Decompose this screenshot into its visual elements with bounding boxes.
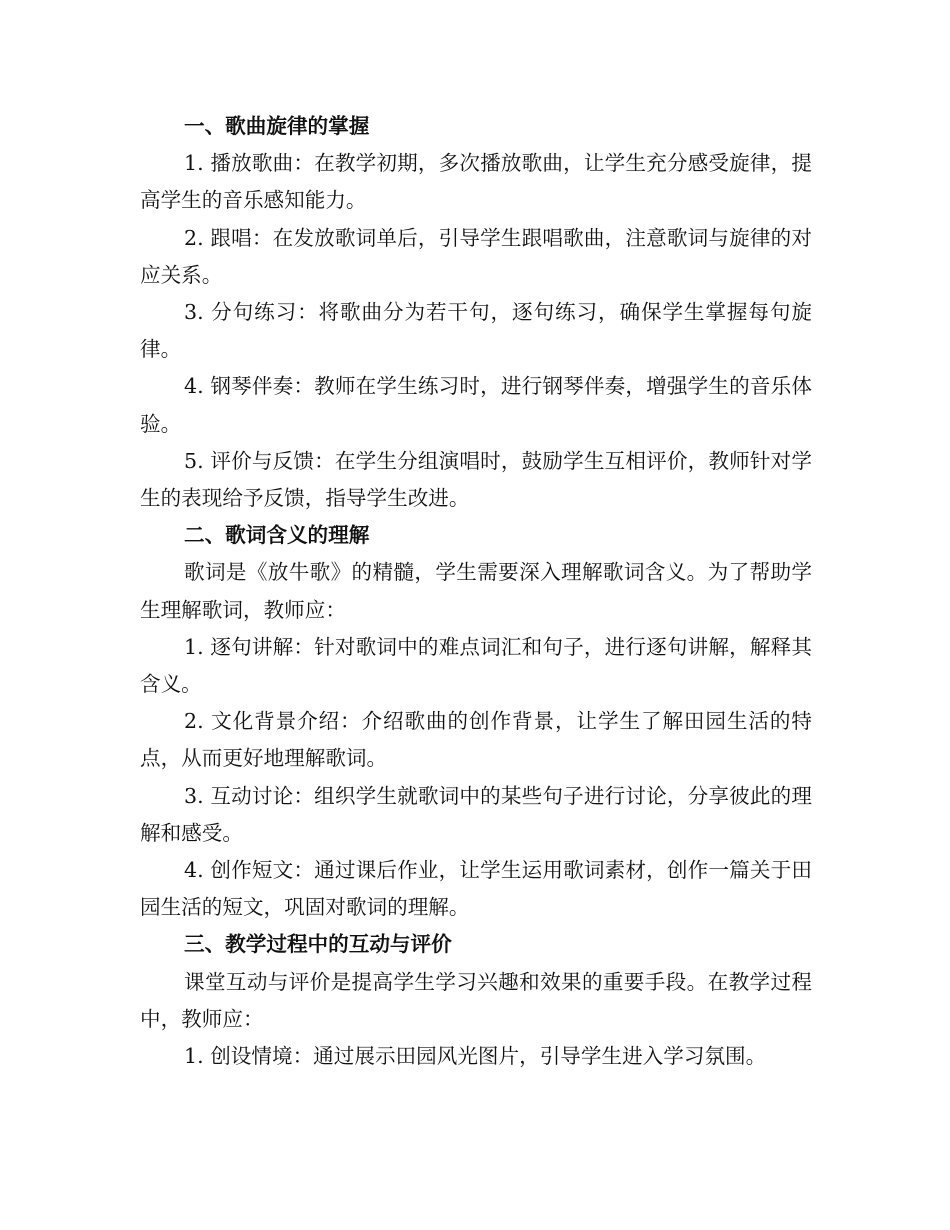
paragraph: 2. 跟唱：在发放歌词单后，引导学生跟唱歌曲，注意歌词与旋律的对应关系。 [140, 225, 812, 287]
section-heading: 三、教学过程中的互动与评价 [184, 932, 452, 957]
paragraph: 歌词是《放牛歌》的精髓，学生需要深入理解歌词含义。为了帮助学生理解歌词，教师应： [140, 560, 812, 622]
paragraph: 1. 逐句讲解：针对歌词中的难点词汇和句子，进行逐句讲解，解释其含义。 [140, 634, 812, 697]
paragraph: 2. 文化背景介绍：介绍歌曲的创作背景，让学生了解田园生活的特点，从而更好地理解歌词。 [140, 709, 812, 771]
paragraph: 课堂互动与评价是提高学生学习兴趣和效果的重要手段。在教学过程中，教师应： [140, 969, 812, 1031]
section-heading: 二、歌词含义的理解 [184, 523, 370, 548]
paragraph: 3. 分句练习：将歌曲分为若干句，逐句练习，确保学生掌握每句旋律。 [140, 300, 812, 362]
paragraph: 1. 播放歌曲：在教学初期，多次播放歌曲，让学生充分感受旋律，提高学生的音乐感知能力。 [140, 151, 812, 213]
section-heading: 一、歌曲旋律的掌握 [184, 114, 370, 138]
document-body [140, 108, 812, 1075]
paragraph: 3. 互动讨论：组织学生就歌词中的某些句子进行讨论，分享彼此的理解和感受。 [140, 783, 812, 845]
paragraph: 5. 评价与反馈：在学生分组演唱时，鼓励学生互相评价，教师针对学生的表现给予反馈，指导学生改进。 [140, 448, 812, 511]
paragraph: 4. 钢琴伴奏：教师在学生练习时，进行钢琴伴奏，增强学生的音乐体验。 [140, 374, 812, 436]
paragraph: 1. 创设情境：通过展示田园风光图片，引导学生进入学习氛围。 [184, 1044, 767, 1069]
paragraph: 4. 创作短文：通过课后作业，让学生运用歌词素材，创作一篇关于田园生活的短文，巩固对歌词的理解。 [140, 858, 812, 920]
